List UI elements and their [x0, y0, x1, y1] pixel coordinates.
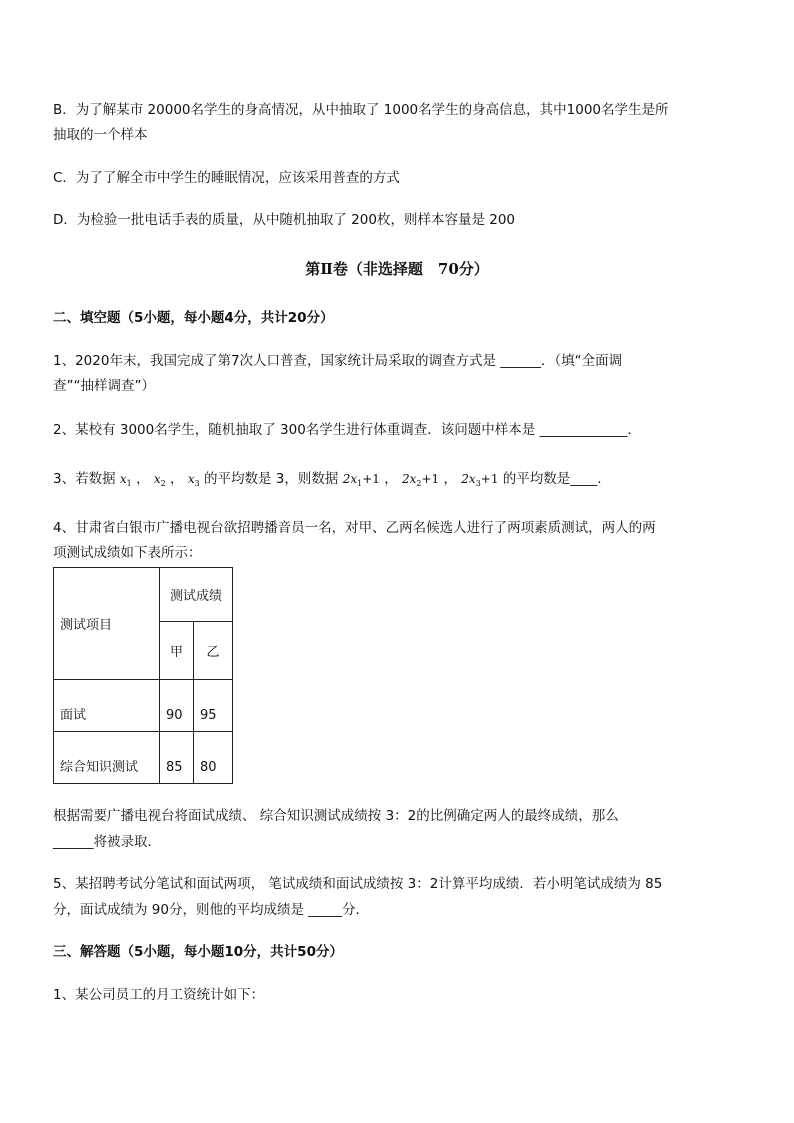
q3-x2: $x_2$: [153, 472, 166, 488]
q3-expr3: $2x_3+1$: [461, 472, 499, 488]
q4-line2: 项测试成绩如下表所示：: [53, 545, 202, 561]
q3-expr1: $2x_1+1$: [342, 472, 380, 488]
row-label: 面试: [54, 680, 160, 732]
section3-heading: 三、解答题（5小题，每小题10分，共计50分）: [53, 944, 343, 960]
col-a-header: 甲: [160, 622, 194, 680]
table-row: [54, 732, 233, 784]
option-b-line1: B．为了解某市 20000名学生的身高情况，从中抽取了 1000名学生的身高信息，其中1000名学生是所: [53, 102, 669, 118]
q4-line1: 4、甘肃省白银市广播电视台欲招聘播音员一名，对甲、乙两名候选人进行了两项素质测试，两人的两: [53, 520, 656, 536]
q3-comma: ，: [384, 471, 398, 487]
q3: [53, 469, 611, 494]
row-b: 80: [194, 732, 233, 784]
row-a: 90: [160, 680, 194, 732]
q1-line1: 1、2020年末，我国完成了第7次人口普查，国家统计局采取的调查方式是 ______．（填“全面调: [53, 353, 623, 369]
row-a: 85: [160, 732, 194, 784]
option-d: D．为检验一批电话手表的质量，从中随机抽取了 200枚，则样本容量是 200: [53, 212, 516, 228]
q3-comma: ，: [170, 471, 184, 487]
q3-comma: ，: [443, 471, 457, 487]
q3-comma: ，: [136, 471, 150, 487]
section2-heading: 二、填空题（5小题，每小题4分，共计20分）: [53, 310, 334, 326]
row-b: 95: [194, 680, 233, 732]
q3-expr2: $2x_2+1$: [401, 472, 440, 488]
q5-line1: 5、某招聘考试分笔试和面试两项， 笔试成绩和面试成绩按 3：2计算平均成绩．若小明笔试成绩为 85: [53, 876, 663, 892]
q3-x3: $x_3$: [187, 472, 200, 488]
row-label: 综合知识测试: [54, 732, 160, 784]
score-table: [53, 567, 233, 784]
q4-after-line2: ______将被录取．: [53, 834, 161, 850]
item-header: 测试项目: [54, 568, 160, 680]
option-c: C．为了了解全市中学生的睡眠情况，应该采用普查的方式: [53, 170, 400, 186]
s3-q1: 1、某公司员工的月工资统计如下：: [53, 987, 265, 1003]
q1-line2: 查”“抽样调查”）: [53, 378, 155, 394]
q5-line2: 分，面试成绩为 90分，则他的平均成绩是 _____分．: [53, 902, 370, 918]
option-b-line2: 抽取的一个样本: [53, 127, 148, 143]
q3-prefix: 3、若数据: [53, 471, 116, 487]
table-row: [54, 680, 233, 732]
q2: 2、某校有 3000名学生，随机抽取了 300名学生进行体重调查．该问题中样本是 _____________．: [53, 422, 641, 438]
q3-suffix: 的平均数是____．: [502, 471, 611, 487]
q3-mid: 的平均数是 3，则数据: [204, 471, 339, 487]
q4-after-line1: 根据需要广播电视台将面试成绩、 综合知识测试成绩按 3：2的比例确定两人的最终成绩，那么: [53, 808, 619, 824]
score-header: 测试成绩: [160, 568, 233, 622]
col-b-header: 乙: [194, 622, 233, 680]
part2-title: 第Ⅱ卷（非选择题 70分）: [305, 260, 489, 278]
q3-x1: $x_1$: [119, 472, 132, 488]
